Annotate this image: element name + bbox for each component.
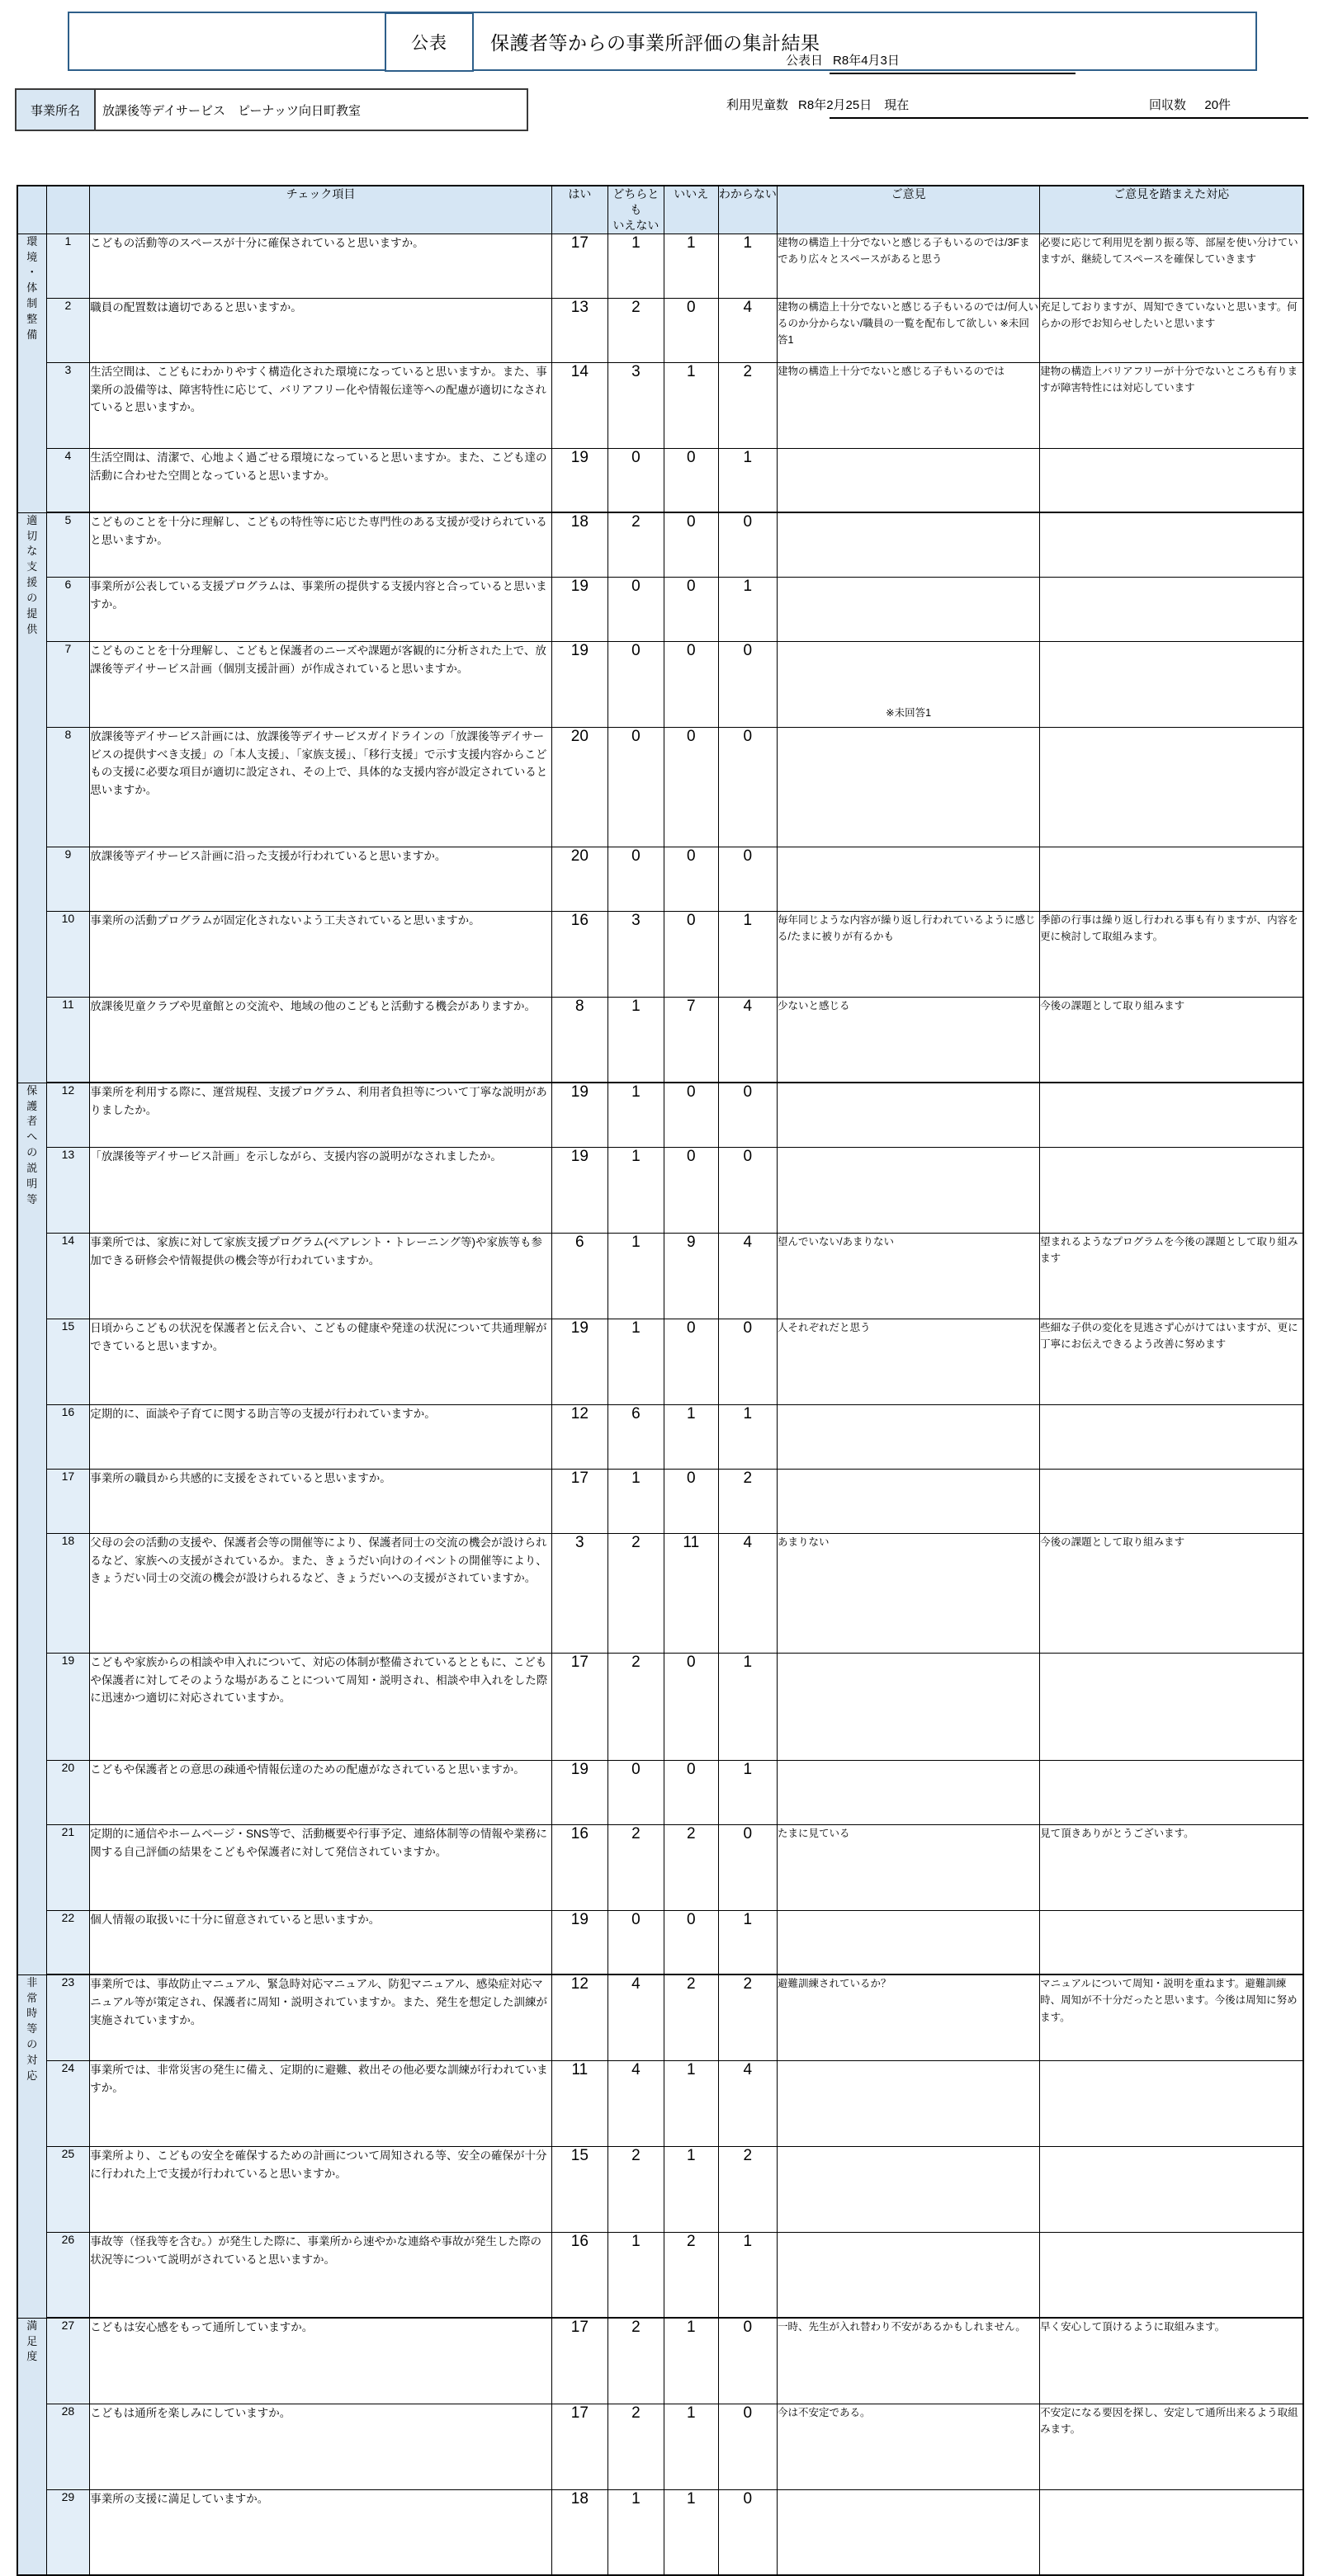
row-number-cell: 13 <box>46 1147 90 1233</box>
check-item-cell: 事故等（怪我等を含む。）が発生した際に、事業所から速やかな連絡や事故が発生した際の状況等について説明がされていると思いますか。 <box>90 2232 552 2318</box>
table-row <box>17 298 1303 362</box>
row-number-cell: 4 <box>46 448 90 512</box>
row-number-cell: 11 <box>46 997 90 1083</box>
table-row <box>17 1147 1303 1233</box>
yes-count-cell: 3 <box>551 1533 607 1653</box>
response-cell: 見て頂きありがとうございます。 <box>1040 1824 1303 1910</box>
table-row <box>17 1233 1303 1319</box>
public-disclosure-badge: 公表 <box>385 12 474 72</box>
check-item-cell: 事業所では、家族に対して家族支援プログラム(ペアレント・トレーニング等)や家族等も参加できる研修会や情報提供の機会等が行われていますか。 <box>90 1233 552 1319</box>
either-count-cell: 0 <box>607 641 664 727</box>
yes-count-cell: 20 <box>551 727 607 847</box>
response-cell <box>1040 512 1303 577</box>
opinion-cell: 少ないと感じる <box>778 997 1040 1083</box>
row-number-cell: 27 <box>46 2318 90 2404</box>
no-count-cell: 7 <box>664 997 718 1083</box>
response-cell: 今後の課題として取り組みます <box>1040 997 1303 1083</box>
unknown-count-cell: 1 <box>718 1653 777 1760</box>
unknown-count-cell: 1 <box>718 1404 777 1469</box>
check-item-cell: 放課後児童クラブや児童館との交流や、地域の他のこどもと活動する機会がありますか。 <box>90 997 552 1083</box>
publication-date-label: 公表日 <box>786 54 824 68</box>
table-row <box>17 577 1303 641</box>
table-row <box>17 847 1303 911</box>
yes-count-cell: 20 <box>551 847 607 911</box>
table-header-row <box>17 186 1303 234</box>
yes-count-cell: 17 <box>551 1469 607 1533</box>
children-count-underline <box>830 117 1308 119</box>
no-count-cell: 1 <box>664 362 718 448</box>
header-either-line2: いえない <box>612 218 660 232</box>
no-count-cell: 0 <box>664 1319 718 1404</box>
no-count-cell: 1 <box>664 2404 718 2489</box>
either-count-cell: 1 <box>607 2232 664 2318</box>
header-opinion: ご意見 <box>778 186 1040 234</box>
row-number-cell: 17 <box>46 1469 90 1533</box>
unknown-count-cell: 1 <box>718 234 777 298</box>
either-count-cell: 1 <box>607 1319 664 1404</box>
either-count-cell: 0 <box>607 847 664 911</box>
unknown-count-cell: 4 <box>718 1533 777 1653</box>
opinion-cell: 人それぞれだと思う <box>778 1319 1040 1404</box>
row-number-cell: 9 <box>46 847 90 911</box>
either-count-cell: 3 <box>607 362 664 448</box>
category-cell: 適 切 な 支 援 の 提 供 <box>17 512 46 1083</box>
check-item-cell: 放課後等デイサービス計画には、放課後等デイサービスガイドラインの「放課後等デイサービスの提供すべき支援」の「本人支援」、「家族支援」、「移行支援」で示す支援内容からこどもの支援に必要な項目が適切に設定され、その上で、具体的な支援内容が設定されていると思いますか。 <box>90 727 552 847</box>
unknown-count-cell: 1 <box>718 448 777 512</box>
response-cell <box>1040 2232 1303 2318</box>
yes-count-cell: 16 <box>551 2232 607 2318</box>
opinion-cell <box>778 1147 1040 1233</box>
no-count-cell: 0 <box>664 911 718 997</box>
response-cell <box>1040 641 1303 727</box>
row-number-cell: 12 <box>46 1083 90 1147</box>
no-count-cell: 0 <box>664 1910 718 1974</box>
yes-count-cell: 17 <box>551 1653 607 1760</box>
header-either <box>607 186 664 234</box>
response-cell: 早く安心して頂けるように取組みます。 <box>1040 2318 1303 2404</box>
either-count-cell: 2 <box>607 2404 664 2489</box>
collected-count-label: 回収数 <box>1149 98 1187 112</box>
category-cell: 保 護 者 へ の 説 明 等 <box>17 1083 46 1974</box>
response-cell <box>1040 847 1303 911</box>
check-item-cell: 事業所の活動プログラムが固定化されないよう工夫されていると思いますか。 <box>90 911 552 997</box>
either-count-cell: 2 <box>607 2146 664 2232</box>
yes-count-cell: 8 <box>551 997 607 1083</box>
response-cell: 不安定になる要因を探し、安定して通所出来るよう取組みます。 <box>1040 2404 1303 2489</box>
response-cell <box>1040 577 1303 641</box>
either-count-cell: 1 <box>607 997 664 1083</box>
check-item-cell: 事業所では、事故防止マニュアル、緊急時対応マニュアル、防犯マニュアル、感染症対応マニュアル等が策定され、保護者に周知・説明されていますか。また、発生を想定した訓練が実施されていますか。 <box>90 1974 552 2060</box>
check-item-cell: 個人情報の取扱いに十分に留意されていると思いますか。 <box>90 1910 552 1974</box>
either-count-cell: 0 <box>607 727 664 847</box>
row-number-cell: 5 <box>46 512 90 577</box>
check-item-cell: こどものことを十分に理解し、こどもの特性等に応じた専門性のある支援が受けられていると思いますか。 <box>90 512 552 577</box>
either-count-cell: 1 <box>607 1233 664 1319</box>
yes-count-cell: 16 <box>551 1824 607 1910</box>
row-number-cell: 21 <box>46 1824 90 1910</box>
response-cell: 充足しておりますが、周知できていないと思います。何らかの形でお知らせしたいと思います <box>1040 298 1303 362</box>
opinion-cell <box>778 2489 1040 2575</box>
unknown-count-cell: 0 <box>718 2318 777 2404</box>
no-count-cell: 0 <box>664 727 718 847</box>
response-cell <box>1040 1404 1303 1469</box>
opinion-cell: 今は不安定である。 <box>778 2404 1040 2489</box>
table-row <box>17 448 1303 512</box>
yes-count-cell: 19 <box>551 1319 607 1404</box>
evaluation-results-table <box>17 185 1304 2576</box>
no-count-cell: 0 <box>664 298 718 362</box>
unknown-count-cell: 0 <box>718 1319 777 1404</box>
check-item-cell: 「放課後等デイサービス計画」を示しながら、支援内容の説明がなされましたか。 <box>90 1147 552 1233</box>
row-number-cell: 29 <box>46 2489 90 2575</box>
table-row <box>17 1824 1303 1910</box>
row-number-cell: 6 <box>46 577 90 641</box>
header-yes: はい <box>551 186 607 234</box>
no-count-cell: 1 <box>664 2489 718 2575</box>
unknown-count-cell: 2 <box>718 362 777 448</box>
page-title: 保護者等からの事業所評価の集計結果 <box>490 31 820 54</box>
check-item-cell: こどもは安心感をもって通所していますか。 <box>90 2318 552 2404</box>
response-cell <box>1040 727 1303 847</box>
unknown-count-cell: 1 <box>718 2232 777 2318</box>
header-category <box>17 186 46 234</box>
no-count-cell: 1 <box>664 2146 718 2232</box>
row-number-cell: 22 <box>46 1910 90 1974</box>
either-count-cell: 2 <box>607 298 664 362</box>
row-number-cell: 14 <box>46 1233 90 1319</box>
yes-count-cell: 19 <box>551 1760 607 1824</box>
yes-count-cell: 11 <box>551 2060 607 2146</box>
yes-count-cell: 14 <box>551 362 607 448</box>
yes-count-cell: 17 <box>551 2404 607 2489</box>
yes-count-cell: 17 <box>551 234 607 298</box>
opinion-cell <box>778 1404 1040 1469</box>
unknown-count-cell: 2 <box>718 1974 777 2060</box>
opinion-cell <box>778 1653 1040 1760</box>
opinion-cell <box>778 2232 1040 2318</box>
yes-count-cell: 19 <box>551 641 607 727</box>
table-header <box>17 186 1303 234</box>
table-row <box>17 2146 1303 2232</box>
unknown-count-cell: 2 <box>718 1469 777 1533</box>
unknown-count-cell: 4 <box>718 997 777 1083</box>
office-name-value: 放課後等デイサービス ピーナッツ向日町教室 <box>102 103 362 118</box>
unknown-count-cell: 1 <box>718 911 777 997</box>
row-number-cell: 25 <box>46 2146 90 2232</box>
table-row <box>17 1533 1303 1653</box>
response-cell: 建物の構造上バリアフリーが十分でないところも有りますが障害特性には対応しています <box>1040 362 1303 448</box>
opinion-cell <box>778 2146 1040 2232</box>
yes-count-cell: 12 <box>551 1404 607 1469</box>
unknown-count-cell: 0 <box>718 2489 777 2575</box>
no-count-cell: 1 <box>664 2318 718 2404</box>
check-item-cell: こどものことを十分理解し、こどもと保護者のニーズや課題が客観的に分析された上で、放課後等デイサービス計画（個別支援計画）が作成されていると思いますか。 <box>90 641 552 727</box>
either-count-cell: 4 <box>607 1974 664 2060</box>
either-count-cell: 1 <box>607 1083 664 1147</box>
check-item-cell: こどもや保護者との意思の疎通や情報伝達のための配慮がなされていると思いますか。 <box>90 1760 552 1824</box>
either-count-cell: 1 <box>607 1469 664 1533</box>
opinion-cell <box>778 1083 1040 1147</box>
check-item-cell: 事業所の職員から共感的に支援をされていると思いますか。 <box>90 1469 552 1533</box>
opinion-cell: 建物の構造上十分でないと感じる子もいるのでは <box>778 362 1040 448</box>
table-row <box>17 1469 1303 1533</box>
no-count-cell: 11 <box>664 1533 718 1653</box>
no-count-cell: 0 <box>664 1760 718 1824</box>
opinion-cell: 建物の構造上十分でないと感じる子もいるのでは/何人いるのか分からない/職員の一覧を配布して欲しい ※未回答1 <box>778 298 1040 362</box>
opinion-cell: 一時、先生が入れ替わり不安があるかもしれません。 <box>778 2318 1040 2404</box>
unknown-count-cell: 0 <box>718 512 777 577</box>
unknown-count-cell: 0 <box>718 641 777 727</box>
check-item-cell: 生活空間は、こどもにわかりやすく構造化された環境になっていると思いますか。また、事業所の設備等は、障害特性に応じて、バリアフリー化や情報伝達等への配慮が適切になされていると思いますか。 <box>90 362 552 448</box>
yes-count-cell: 13 <box>551 298 607 362</box>
yes-count-cell: 19 <box>551 448 607 512</box>
table-row <box>17 234 1303 298</box>
unknown-count-cell: 0 <box>718 2404 777 2489</box>
table-row <box>17 2318 1303 2404</box>
no-count-cell: 2 <box>664 1974 718 2060</box>
check-item-cell: 事業所の支援に満足していますか。 <box>90 2489 552 2575</box>
no-count-cell: 0 <box>664 1469 718 1533</box>
opinion-cell: ※未回答1 <box>778 641 1040 727</box>
title-banner <box>68 12 1257 71</box>
row-number-cell: 26 <box>46 2232 90 2318</box>
header-no: いいえ <box>664 186 718 234</box>
header-check-item: チェック項目 <box>90 186 552 234</box>
collected-count-field <box>1149 96 1231 113</box>
response-cell: マニュアルについて周知・説明を重ねます。避難訓練時、周知が不十分だったと思います。今後は周知に努めます。 <box>1040 1974 1303 2060</box>
opinion-cell: あまりない <box>778 1533 1040 1653</box>
check-item-cell: 定期的に、面談や子育てに関する助言等の支援が行われていますか。 <box>90 1404 552 1469</box>
table-row <box>17 1974 1303 2060</box>
opinion-cell <box>778 448 1040 512</box>
yes-count-cell: 19 <box>551 577 607 641</box>
row-number-cell: 3 <box>46 362 90 448</box>
row-number-cell: 28 <box>46 2404 90 2489</box>
response-cell <box>1040 2146 1303 2232</box>
table-row <box>17 1083 1303 1147</box>
no-count-cell: 2 <box>664 1824 718 1910</box>
row-number-cell: 1 <box>46 234 90 298</box>
either-count-cell: 2 <box>607 2318 664 2404</box>
response-cell <box>1040 1469 1303 1533</box>
either-count-cell: 6 <box>607 1404 664 1469</box>
response-cell <box>1040 2060 1303 2146</box>
yes-count-cell: 19 <box>551 1083 607 1147</box>
check-item-cell: 定期的に通信やホームページ・SNS等で、活動概要や行事予定、連絡体制等の情報や業務に関する自己評価の結果をこどもや保護者に対して発信されていますか。 <box>90 1824 552 1910</box>
response-cell: 今後の課題として取り組みます <box>1040 1533 1303 1653</box>
table-body <box>17 234 1303 2575</box>
unknown-count-cell: 4 <box>718 298 777 362</box>
no-count-cell: 9 <box>664 1233 718 1319</box>
opinion-cell: たまに見ている <box>778 1824 1040 1910</box>
check-item-cell: 事業所を利用する際に、運営規程、支援プログラム、利用者負担等について丁寧な説明がありましたか。 <box>90 1083 552 1147</box>
opinion-cell <box>778 1910 1040 1974</box>
row-number-cell: 19 <box>46 1653 90 1760</box>
table-row <box>17 1319 1303 1404</box>
row-number-cell: 10 <box>46 911 90 997</box>
table-row <box>17 2489 1303 2575</box>
table-row <box>17 641 1303 727</box>
yes-count-cell: 6 <box>551 1233 607 1319</box>
category-cell: 非 常 時 等 の 対 応 <box>17 1974 46 2318</box>
no-count-cell: 2 <box>664 2232 718 2318</box>
table-row <box>17 2060 1303 2146</box>
response-cell <box>1040 1653 1303 1760</box>
unknown-count-cell: 0 <box>718 847 777 911</box>
no-count-cell: 0 <box>664 1147 718 1233</box>
either-count-cell: 2 <box>607 1824 664 1910</box>
no-count-cell: 0 <box>664 641 718 727</box>
collected-count-value: 20件 <box>1204 98 1232 112</box>
unknown-count-cell: 0 <box>718 1083 777 1147</box>
check-item-cell: 日頃からこどもの状況を保護者と伝え合い、こどもの健康や発達の状況について共通理解ができていると思いますか。 <box>90 1319 552 1404</box>
children-count-label: 利用児童数 <box>726 98 789 112</box>
no-count-cell: 1 <box>664 2060 718 2146</box>
category-cell: 満 足 度 <box>17 2318 46 2575</box>
category-cell: 環 境 ・ 体 制 整 備 <box>17 234 46 512</box>
unknown-count-cell: 1 <box>718 577 777 641</box>
either-count-cell: 2 <box>607 1533 664 1653</box>
opinion-cell <box>778 1760 1040 1824</box>
check-item-cell: 事業所が公表している支援プログラムは、事業所の提供する支援内容と合っていると思いますか。 <box>90 577 552 641</box>
row-number-cell: 23 <box>46 1974 90 2060</box>
check-item-cell: こどもの活動等のスペースが十分に確保されていると思いますか。 <box>90 234 552 298</box>
yes-count-cell: 19 <box>551 1910 607 1974</box>
either-count-cell: 2 <box>607 512 664 577</box>
yes-count-cell: 17 <box>551 2318 607 2404</box>
table-row <box>17 1653 1303 1760</box>
table-row <box>17 362 1303 448</box>
response-cell <box>1040 1910 1303 1974</box>
opinion-cell <box>778 847 1040 911</box>
response-cell: 季節の行事は繰り返し行われる事も有りますが、内容を更に検討して取組みます。 <box>1040 911 1303 997</box>
children-count-field <box>726 96 909 113</box>
no-count-cell: 0 <box>664 448 718 512</box>
either-count-cell: 1 <box>607 234 664 298</box>
check-item-cell: 事業所では、非常災害の発生に備え、定期的に避難、救出その他必要な訓練が行われていますか。 <box>90 2060 552 2146</box>
no-count-cell: 0 <box>664 512 718 577</box>
opinion-cell: 望んでいない/あまりない <box>778 1233 1040 1319</box>
yes-count-cell: 12 <box>551 1974 607 2060</box>
check-item-cell: 父母の会の活動の支援や、保護者会等の開催等により、保護者同士の交流の機会が設けられるなど、家族への支援がされているか。また、きょうだい向けのイベントの開催等により、きょうだい同士の交流の機会が設けられるなど、きょうだいへの支援がされていますか。 <box>90 1533 552 1653</box>
check-item-cell: 事業所より、こどもの安全を確保するための計画について周知される等、安全の確保が十分に行われた上で支援が行われていると思いますか。 <box>90 2146 552 2232</box>
check-item-cell: 職員の配置数は適切であると思いますか。 <box>90 298 552 362</box>
yes-count-cell: 15 <box>551 2146 607 2232</box>
unknown-count-cell: 0 <box>718 1824 777 1910</box>
no-count-cell: 0 <box>664 1083 718 1147</box>
check-item-cell: こどもは通所を楽しみにしていますか。 <box>90 2404 552 2489</box>
unknown-count-cell: 2 <box>718 2146 777 2232</box>
row-number-cell: 7 <box>46 641 90 727</box>
opinion-cell: 避難訓練されているか？ <box>778 1974 1040 2060</box>
response-cell: 望まれるようなプログラムを今後の課題として取り組みます <box>1040 1233 1303 1319</box>
opinion-cell <box>778 2060 1040 2146</box>
no-count-cell: 0 <box>664 577 718 641</box>
check-item-cell: 放課後等デイサービス計画に沿った支援が行われていると思いますか。 <box>90 847 552 911</box>
table-row <box>17 1910 1303 1974</box>
header-number <box>46 186 90 234</box>
check-item-cell: こどもや家族からの相談や申入れについて、対応の体制が整備されているとともに、こどもや保護者に対してそのような場があることについて周知・説明され、相談や申入れをした際に迅速かつ適切に対応されていますか。 <box>90 1653 552 1760</box>
header-response: ご意見を踏まえた対応 <box>1040 186 1303 234</box>
opinion-cell <box>778 512 1040 577</box>
response-cell <box>1040 2489 1303 2575</box>
yes-count-cell: 16 <box>551 911 607 997</box>
publication-date-underline <box>830 73 1076 74</box>
either-count-cell: 4 <box>607 2060 664 2146</box>
response-cell <box>1040 448 1303 512</box>
row-number-cell: 15 <box>46 1319 90 1404</box>
publication-date-value: R8年4月3日 <box>833 54 900 68</box>
row-number-cell: 20 <box>46 1760 90 1824</box>
no-count-cell: 1 <box>664 1404 718 1469</box>
yes-count-cell: 18 <box>551 512 607 577</box>
unknown-count-cell: 4 <box>718 2060 777 2146</box>
row-number-cell: 2 <box>46 298 90 362</box>
check-item-cell: 生活空間は、清潔で、心地よく過ごせる環境になっていると思いますか。また、こども達の活動に合わせた空間となっていると思いますか。 <box>90 448 552 512</box>
either-count-cell: 0 <box>607 1910 664 1974</box>
unknown-count-cell: 1 <box>718 1910 777 1974</box>
unknown-count-cell: 4 <box>718 1233 777 1319</box>
table-row <box>17 2232 1303 2318</box>
either-count-cell: 1 <box>607 1147 664 1233</box>
row-number-cell: 24 <box>46 2060 90 2146</box>
office-name-box <box>15 88 528 131</box>
yes-count-cell: 19 <box>551 1147 607 1233</box>
no-count-cell: 0 <box>664 847 718 911</box>
either-count-cell: 0 <box>607 1760 664 1824</box>
table-row <box>17 1404 1303 1469</box>
header-either-line1: どちらとも <box>612 187 660 216</box>
yes-count-cell: 18 <box>551 2489 607 2575</box>
either-count-cell: 3 <box>607 911 664 997</box>
table-row <box>17 512 1303 577</box>
row-number-cell: 8 <box>46 727 90 847</box>
row-number-cell: 16 <box>46 1404 90 1469</box>
opinion-cell <box>778 727 1040 847</box>
table-row <box>17 1760 1303 1824</box>
either-count-cell: 0 <box>607 577 664 641</box>
response-cell <box>1040 1760 1303 1824</box>
table-row <box>17 911 1303 997</box>
opinion-cell <box>778 1469 1040 1533</box>
unknown-count-cell: 1 <box>718 1760 777 1824</box>
either-count-cell: 2 <box>607 1653 664 1760</box>
response-cell: 必要に応じて利用児を割り振る等、部屋を使い分けていますが、継続してスペースを確保していきます <box>1040 234 1303 298</box>
children-count-value: R8年2月25日 現在 <box>798 98 910 112</box>
no-count-cell: 0 <box>664 1653 718 1760</box>
either-count-cell: 0 <box>607 448 664 512</box>
opinion-cell: 建物の構造上十分でないと感じる子もいるのでは/3Fまであり広々とスペースがあると思う <box>778 234 1040 298</box>
response-cell <box>1040 1147 1303 1233</box>
response-cell <box>1040 1083 1303 1147</box>
publication-date-field <box>786 51 900 68</box>
unknown-count-cell: 0 <box>718 1147 777 1233</box>
opinion-cell: 毎年同じような内容が繰り返し行われているように感じる/たまに被りが有るかも <box>778 911 1040 997</box>
header-unknown: わからない <box>718 186 777 234</box>
unknown-count-cell: 0 <box>718 727 777 847</box>
table-row <box>17 727 1303 847</box>
no-count-cell: 1 <box>664 234 718 298</box>
either-count-cell: 1 <box>607 2489 664 2575</box>
table-row <box>17 997 1303 1083</box>
response-cell: 些細な子供の変化を見逃さず心がけてはいますが、更に丁寧にお伝えできるよう改善に努めます <box>1040 1319 1303 1404</box>
office-name-label: 事業所名 <box>17 90 96 130</box>
opinion-cell <box>778 577 1040 641</box>
row-number-cell: 18 <box>46 1533 90 1653</box>
